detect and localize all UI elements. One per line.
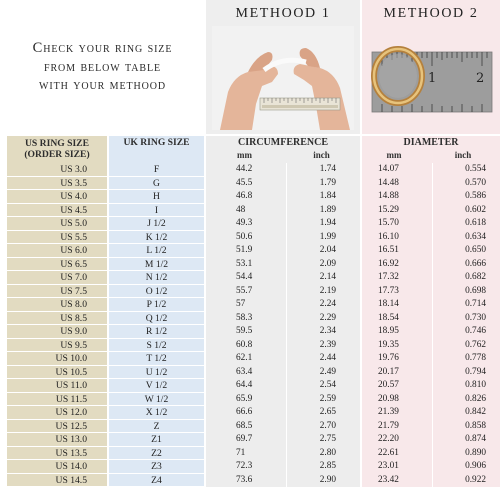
circumference-mm-cell: 72.3 [206,460,287,474]
circumference-inch-cell: 1.89 [287,204,361,218]
uk-size-cell: Z3 [109,460,204,474]
uk-size-cell: J 1/2 [109,217,204,231]
us-size-cell: US 5.5 [7,231,107,245]
circumference-inch-cell: 2.44 [287,352,361,366]
us-size-cell: US 5.0 [7,217,107,231]
diameter-inch-cell: 0.794 [433,366,500,380]
diameter-mm-cell: 22.20 [362,433,433,447]
diameter-mm-cell: 21.79 [362,420,433,434]
circumference-mm-cell: 59.5 [206,325,287,339]
diameter-mm-cell: 14.07 [362,163,433,177]
circumference-inch-cell: 2.90 [287,474,361,488]
unit-inch-label: inch [454,150,472,160]
uk-size-cell: Q 1/2 [109,312,204,326]
us-size-cell: US 14.5 [7,474,107,488]
circumference-mm-cell: 46.8 [206,190,287,204]
circumference-mm-cell: 58.3 [206,312,287,326]
us-size-cell: US 9.0 [7,325,107,339]
us-size-cell: US 8.0 [7,298,107,312]
diameter-mm-cell: 18.14 [362,298,433,312]
table-row [362,352,500,366]
measuring-finger-with-paper-illustration [212,26,354,130]
table-row [362,433,500,447]
us-size-cell: US 3.0 [7,163,107,177]
table-row [362,271,500,285]
table-row [362,312,500,326]
table-row [362,420,500,434]
diameter-inch-cell: 0.570 [433,177,500,191]
uk-size-cell: M 1/2 [109,258,204,272]
table-row [206,339,360,353]
us-size-cell: US 12.0 [7,406,107,420]
method-2-panel [362,0,500,134]
diameter-inch-cell: 0.602 [433,204,500,218]
diameter-mm-cell: 17.32 [362,271,433,285]
diameter-inch-cell: 0.778 [433,352,500,366]
table-row [206,460,360,474]
method-1-title: METHOOD 1 [235,6,331,21]
circumference-mm-cell: 51.9 [206,244,287,258]
circumference-mm-cell: 57 [206,298,287,312]
uk-size-cell: Z1 [109,433,204,447]
us-size-cell: US 13.5 [7,447,107,461]
table-row [206,447,360,461]
circumference-mm-cell: 44.2 [206,163,287,177]
uk-size-cell: O 1/2 [109,285,204,299]
diameter-mm-cell: 15.70 [362,217,433,231]
table-row [206,244,360,258]
table-row [206,406,360,420]
diameter-mm-cell: 20.98 [362,393,433,407]
table-row [206,433,360,447]
us-size-cell: US 6.5 [7,258,107,272]
diameter-mm-cell: 19.76 [362,352,433,366]
circumference-inch-cell: 2.59 [287,393,361,407]
table-row [362,406,500,420]
circumference-mm-cell: 53.1 [206,258,287,272]
diameter-inch-cell: 0.554 [433,163,500,177]
circumference-inch-cell: 2.85 [287,460,361,474]
header-line: US RING SIZE [25,138,89,149]
table-row [206,298,360,312]
diameter-inch-cell: 0.714 [433,298,500,312]
ring-on-ruler-illustration [368,26,494,130]
table-row [206,366,360,380]
table-row [362,339,500,353]
diameter-mm-cell: 21.39 [362,406,433,420]
unit-mm-label: mm [237,150,252,160]
table-row [362,190,500,204]
us-size-cell: US 9.5 [7,339,107,353]
table-row [362,393,500,407]
us-size-column [0,136,107,500]
diameter-inch-cell: 0.810 [433,379,500,393]
table-row [206,177,360,191]
diameter-header: DIAMETER [403,137,459,148]
circumference-inch-cell: 2.19 [287,285,361,299]
circumference-inch-cell: 2.49 [287,366,361,380]
circumference-inch-cell: 1.99 [287,231,361,245]
us-size-cell: US 12.5 [7,420,107,434]
diameter-mm-cell: 22.61 [362,447,433,461]
ring-size-table [0,136,500,500]
table-row [362,217,500,231]
diameter-inch-cell: 0.586 [433,190,500,204]
table-row [362,231,500,245]
table-row [206,312,360,326]
uk-size-cell: I [109,204,204,218]
uk-size-cell: U 1/2 [109,366,204,380]
diameter-inch-cell: 0.698 [433,285,500,299]
us-size-cell: US 11.0 [7,379,107,393]
us-size-rows [7,163,107,487]
us-size-cell: US 13.0 [7,433,107,447]
table-row [206,163,360,177]
circumference-inch-cell: 2.04 [287,244,361,258]
circumference-mm-cell: 48 [206,204,287,218]
unit-mm-label: mm [386,150,402,160]
circumference-inch-cell: 1.84 [287,190,361,204]
uk-size-header: UK RING SIZE [123,137,190,148]
table-row [206,393,360,407]
diameter-inch-cell: 0.906 [433,460,500,474]
circumference-inch-cell: 2.70 [287,420,361,434]
table-row [206,204,360,218]
table-row [206,217,360,231]
us-size-cell: US 7.0 [7,271,107,285]
diameter-inch-cell: 0.874 [433,433,500,447]
diameter-inch-cell: 0.890 [433,447,500,461]
table-row [362,460,500,474]
circumference-mm-cell: 54.4 [206,271,287,285]
circumference-mm-cell: 73.6 [206,474,287,488]
circumference-inch-cell: 1.79 [287,177,361,191]
circumference-mm-cell: 65.9 [206,393,287,407]
us-size-cell: US 6.0 [7,244,107,258]
uk-size-cell: T 1/2 [109,352,204,366]
table-row [206,420,360,434]
circumference-inch-cell: 2.24 [287,298,361,312]
us-size-cell: US 8.5 [7,312,107,326]
circumference-mm-cell: 64.4 [206,379,287,393]
instruction-line: Check your ring size [32,40,173,57]
circumference-mm-cell: 49.3 [206,217,287,231]
us-size-cell: US 4.5 [7,204,107,218]
diameter-mm-cell: 18.54 [362,312,433,326]
uk-size-cell: F [109,163,204,177]
circumference-inch-cell: 2.54 [287,379,361,393]
instruction-line: with your methood [39,77,166,94]
circumference-column [206,136,360,500]
instruction-line: from below table [44,58,161,75]
table-row [362,379,500,393]
uk-size-cell: N 1/2 [109,271,204,285]
uk-size-cell: Z4 [109,474,204,488]
uk-size-cell: P 1/2 [109,298,204,312]
table-row [362,474,500,488]
uk-size-rows [109,163,204,487]
table-row [206,231,360,245]
circumference-mm-cell: 68.5 [206,420,287,434]
method-1-panel [206,0,360,134]
table-row [206,474,360,488]
diameter-inch-cell: 0.858 [433,420,500,434]
us-size-cell: US 10.5 [7,366,107,380]
diameter-mm-cell: 19.35 [362,339,433,353]
uk-size-cell: Z [109,420,204,434]
circumference-header: CIRCUMFERENCE [238,137,328,148]
table-row [362,447,500,461]
header-line: (ORDER SIZE) [24,149,90,160]
uk-size-cell: G [109,177,204,191]
table-row [362,244,500,258]
diameter-mm-cell: 17.73 [362,285,433,299]
table-row [362,163,500,177]
uk-size-cell: R 1/2 [109,325,204,339]
diameter-inch-cell: 0.650 [433,244,500,258]
diameter-mm-cell: 16.51 [362,244,433,258]
uk-size-cell: K 1/2 [109,231,204,245]
ruler-mark-label: 1 [428,71,437,86]
circumference-mm-cell: 60.8 [206,339,287,353]
circumference-mm-cell: 71 [206,447,287,461]
us-size-cell: US 4.0 [7,190,107,204]
table-row [206,190,360,204]
diameter-inch-cell: 0.922 [433,474,500,488]
diameter-inch-cell: 0.762 [433,339,500,353]
uk-size-cell: H [109,190,204,204]
circumference-mm-cell: 66.6 [206,406,287,420]
diameter-mm-cell: 15.29 [362,204,433,218]
instruction-text [0,0,205,134]
circumference-mm-cell: 63.4 [206,366,287,380]
diameter-mm-cell: 14.48 [362,177,433,191]
uk-size-cell: X 1/2 [109,406,204,420]
us-size-cell: US 11.5 [7,393,107,407]
table-row [362,285,500,299]
uk-size-cell: L 1/2 [109,244,204,258]
table-row [362,298,500,312]
uk-size-cell: V 1/2 [109,379,204,393]
top-banner [0,0,500,134]
table-row [362,177,500,191]
table-row [206,285,360,299]
table-row [206,379,360,393]
diameter-inch-cell: 0.730 [433,312,500,326]
table-row [206,258,360,272]
diameter-mm-cell: 20.17 [362,366,433,380]
uk-size-cell: Z2 [109,447,204,461]
circumference-inch-cell: 2.29 [287,312,361,326]
uk-size-cell: W 1/2 [109,393,204,407]
diameter-inch-cell: 0.682 [433,271,500,285]
diameter-column [362,136,500,500]
circumference-mm-cell: 55.7 [206,285,287,299]
diameter-mm-cell: 16.10 [362,231,433,245]
circumference-mm-cell: 69.7 [206,433,287,447]
diameter-inch-cell: 0.842 [433,406,500,420]
circumference-inch-cell: 1.74 [287,163,361,177]
circumference-inch-cell: 2.39 [287,339,361,353]
circumference-inch-cell: 2.34 [287,325,361,339]
table-row [206,352,360,366]
unit-inch-label: inch [313,150,330,160]
circumference-inch-cell: 2.80 [287,447,361,461]
circumference-mm-cell: 45.5 [206,177,287,191]
circumference-inch-cell: 2.65 [287,406,361,420]
circumference-inch-cell: 1.94 [287,217,361,231]
table-row [362,366,500,380]
method-2-title: METHOOD 2 [383,6,479,21]
diameter-mm-cell: 18.95 [362,325,433,339]
uk-size-cell: S 1/2 [109,339,204,353]
circumference-inch-cell: 2.75 [287,433,361,447]
diameter-mm-cell: 23.01 [362,460,433,474]
table-row [206,325,360,339]
us-size-cell: US 7.5 [7,285,107,299]
diameter-mm-cell: 23.42 [362,474,433,488]
table-row [362,204,500,218]
diameter-inch-cell: 0.746 [433,325,500,339]
diameter-rows [362,163,500,487]
table-row [362,325,500,339]
diameter-mm-cell: 14.88 [362,190,433,204]
diameter-mm-cell: 16.92 [362,258,433,272]
circumference-mm-cell: 50.6 [206,231,287,245]
circumference-mm-cell: 62.1 [206,352,287,366]
table-row [206,271,360,285]
us-size-cell: US 3.5 [7,177,107,191]
us-size-header [7,138,107,160]
uk-size-column [109,136,204,500]
diameter-inch-cell: 0.826 [433,393,500,407]
circumference-inch-cell: 2.14 [287,271,361,285]
us-size-cell: US 14.0 [7,460,107,474]
diameter-inch-cell: 0.618 [433,217,500,231]
us-size-cell: US 10.0 [7,352,107,366]
diameter-inch-cell: 0.666 [433,258,500,272]
table-row [362,258,500,272]
circumference-rows [206,163,360,487]
diameter-mm-cell: 20.57 [362,379,433,393]
diameter-inch-cell: 0.634 [433,231,500,245]
ruler-mark-label: 2 [476,71,485,86]
circumference-inch-cell: 2.09 [287,258,361,272]
